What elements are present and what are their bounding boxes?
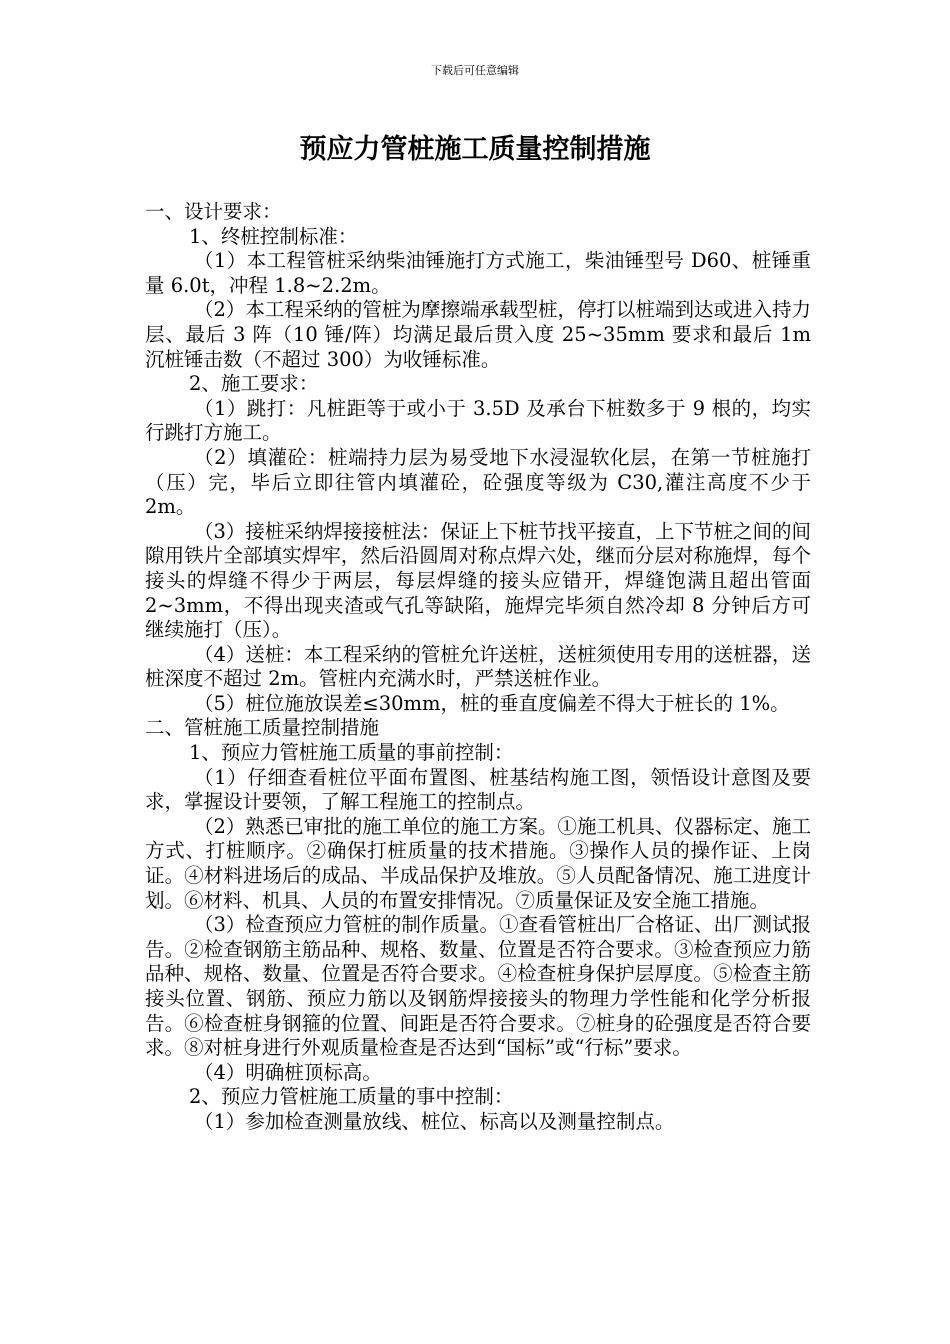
section-heading-design-requirements: 一、设计要求： <box>145 200 282 223</box>
paragraph-welded-splicing: （3）接桩采纳焊接接桩法：保证上下桩节找平接直，上下节桩之间的间隙用铁片全部填实焊牢，然后沿圆周对称点焊六处，继而分层对称施焊，每个接头的焊缝不得少于两层，每层焊缝的接头应错开，焊缝饱满且超出管面 2~3mm，不得出现夹渣或气孔等缺陷，施焊完毕须自然冷却 8 分钟后方可继续施打（压）。 <box>145 519 811 642</box>
subsection-pre-construction-control: 1、预应力管桩施工质量的事前控制： <box>189 741 514 765</box>
paragraph-survey-check: （1）参加检查测量放线、桩位、标高以及测量控制点。 <box>194 1109 675 1133</box>
paragraph-pile-top-elevation: （4）明确桩顶标高。 <box>194 1060 382 1084</box>
subsection-final-pile-control-standard: 1、终桩控制标准： <box>189 224 358 248</box>
paragraph-position-tolerance: （5）桩位施放误差≤30mm，桩的垂直度偏差不得大于桩长的 1%。 <box>194 691 790 715</box>
paragraph-skip-driving: （1）跳打：凡桩距等于或小于 3.5D 及承台下桩数多于 9 根的，均实行跳打方施工。 <box>145 396 811 445</box>
section-heading-quality-control-measures: 二、管桩施工质量控制措施 <box>145 716 380 740</box>
subsection-in-process-control: 2、预应力管桩施工质量的事中控制： <box>189 1085 514 1109</box>
page-header-note: 下载后可任意编辑 <box>431 64 519 77</box>
paragraph-concrete-filling: （2）填灌砼：桩端持力层为易受地下水浸湿软化层，在第一节桩施打（压）完，毕后立即往管内填灌砼，砼强度等级为 C30,灌注高度不少于 2m。 <box>145 445 811 519</box>
paragraph-pile-manufacturing-quality: （3）检查预应力管桩的制作质量。①查看管桩出厂合格证、出厂测试报告。②检查钢筋主筋品种、规格、数量、位置是否符合要求。③检查预应力筋品种、规格、数量、位置是否符合要求。④检查桩身保护层厚度。⑤检查主筋接头位置、钢筋、预应力筋以及钢筋焊接接头的物理力学性能和化学分析报告。⑥检查桩身钢箍的位置、间距是否符合要求。⑦桩身的砼强度是否符合要求。⑧对桩身进行外观质量检查是否达到“国标”或“行标”要求。 <box>145 913 811 1060</box>
subsection-construction-requirements: 2、施工要求： <box>189 372 319 396</box>
paragraph-diesel-hammer: （1）本工程管桩采纳柴油锤施打方式施工，柴油锤型号 D60、桩锤重量 6.0t，冲程 1.8~2.2m。 <box>145 249 811 297</box>
paragraph-stop-driving-criteria: （2）本工程采纳的管桩为摩擦端承载型桩，停打以桩端到达或进入持力层、最后 3 阵（10 锤/阵）均满足最后贯入度 25~35mm 要求和最后 1m 沉桩锤击数（不超过 300）为收锤标准。 <box>145 298 811 371</box>
document-body <box>145 200 811 1135</box>
paragraph-construction-plan: （2）熟悉已审批的施工单位的施工方案。①施工机具、仪器标定、施工方式、打桩顺序。②确保打桩质量的技术措施。③操作人员的操作证、上岗证。④材料进场后的成品、半成品保护及堆放。⑤人员配备情况、施工进度计划。⑥材料、机具、人员的布置安排情况。⑦质量保证及安全施工措施。 <box>145 814 811 912</box>
paragraph-follower-driving: （4）送桩：本工程采纳的管桩允许送桩，送桩须使用专用的送桩器，送桩深度不超过 2m。管桩内充满水时，严禁送桩作业。 <box>145 642 811 691</box>
paragraph-review-drawings: （1）仔细查看桩位平面布置图、桩基结构施工图，领悟设计意图及要求，掌握设计要领，了解工程施工的控制点。 <box>145 765 811 814</box>
document-title: 预应力管桩施工质量控制措施 <box>299 134 651 165</box>
